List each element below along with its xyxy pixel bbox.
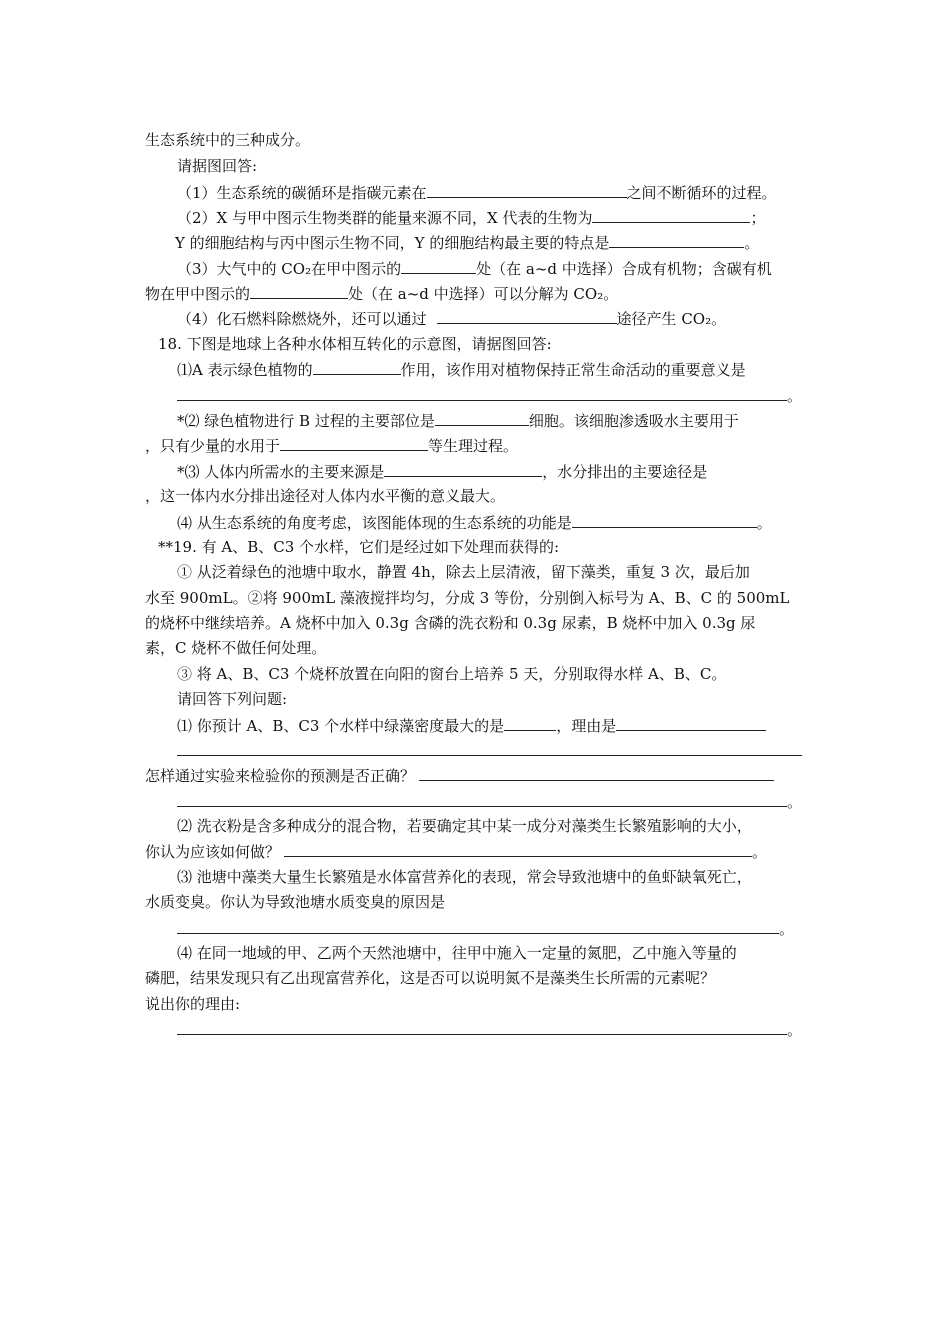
answer-blank[interactable] [313,357,401,375]
question-18-3: *⑶ 人体内所需水的主要来源是 ，水分排出的主要途径是 [177,459,707,485]
answer-blank[interactable] [177,383,787,401]
question-17-3b: 物在甲中图示的 处（在 a~d 中选择）可以分解为 CO₂。 [145,281,618,307]
text-line: 请回答下列问题: [177,690,288,708]
question-18-4: ⑷ 从生态系统的角度考虑，该图能体现的生态系统的功能是 。 [177,510,772,536]
question-17-2b: Y 的细胞结构与丙中图示生物不同，Y 的细胞结构最主要的特点是 。 [175,230,759,256]
answer-blank[interactable] [177,789,787,807]
text-line: 水至 900mL。②将 900mL 藻液搅拌均匀，分成 3 等份，分别倒入标号为 A、B、C 的 500mL [145,589,790,607]
question-19-4c: 说出你的理由: [145,995,241,1013]
question-19-1d: 。 [177,789,802,815]
question-19-4b: 磷肥，结果发现只有乙出现富营养化，这是否可以说明氮不是藻类生长所需的元素呢？ [145,969,716,987]
question-18-2b: ，只有少量的水用于 等生理过程。 [145,433,518,459]
question-18-3b: ，这一体内水分排出途径对人体内水平衡的意义最大。 [145,487,506,505]
answer-blank[interactable] [177,1017,787,1035]
question-18-1b: 。 [177,383,802,409]
question-18-title: 18. 下图是地球上各种水体相互转化的示意图，请据图回答: [158,335,552,353]
question-17-1: （1）生态系统的碳循环是指碳元素在 之间不断循环的过程。 [177,180,777,206]
text-line: ③ 将 A、B、C3 个烧杯放置在向阳的窗台上培养 5 天，分别取得水样 A、B、C。 [177,665,727,683]
answer-blank[interactable] [419,763,774,781]
answer-blank[interactable] [177,916,779,934]
answer-blank[interactable] [284,839,752,857]
answer-blank[interactable] [177,738,802,756]
text-line: 请据图回答: [177,157,258,175]
answer-blank[interactable] [435,408,529,426]
question-17-2: （2）X 与甲中图示生物类群的能量来源不同，X 代表的生物为 ； [177,205,765,231]
answer-blank[interactable] [437,306,617,324]
question-19-2: ⑵ 洗衣粉是含多种成分的混合物，若要确定其中某一成分对藻类生长繁殖影响的大小， [177,817,752,835]
answer-blank[interactable] [592,205,750,223]
answer-blank[interactable] [401,256,476,274]
question-19-1c: 怎样通过实验来检验你的预测是否正确？ [145,763,774,789]
question-19-1b [177,738,802,764]
answer-blank[interactable] [609,230,744,248]
answer-blank[interactable] [384,459,542,477]
question-17-4: （4）化石燃料除燃烧外，还可以通过 途径产生 CO₂。 [177,306,726,332]
text-line: ① 从泛着绿色的池塘中取水，静置 4h，除去上层清液，留下藻类，重复 3 次，最后加 [177,563,750,581]
text-line: 生态系统中的三种成分。 [145,131,311,149]
question-18-1: ⑴A 表示绿色植物的 作用，该作用对植物保持正常生命活动的重要意义是 [177,357,746,383]
question-19-1: ⑴ 你预计 A、B、C3 个水样中绿藻密度最大的是 ，理由是 [177,713,766,739]
answer-blank[interactable] [616,713,766,731]
answer-blank[interactable] [504,713,556,731]
answer-blank[interactable] [572,510,757,528]
question-19-4d: 。 [177,1017,802,1043]
answer-blank[interactable] [250,281,348,299]
text-line: 素，C 烧杯不做任何处理。 [145,639,327,657]
answer-blank[interactable] [280,433,428,451]
question-19-4: ⑷ 在同一地域的甲、乙两个天然池塘中，往甲中施入一定量的氮肥，乙中施入等量的 [177,944,737,962]
question-17-3: （3）大气中的 CO₂在甲中图示的 处（在 a~d 中选择）合成有机物；含碳有机 [177,256,772,282]
question-19-3b: 水质变臭。你认为导致池塘水质变臭的原因是 [145,893,446,911]
question-19-3c: 。 [177,916,794,942]
text-line: 的烧杯中继续培养。A 烧杯中加入 0.3g 含磷的洗衣粉和 0.3g 尿素，B 烧杯中加入 0.3g 尿 [145,614,756,632]
answer-blank[interactable] [427,180,627,198]
question-19-title: **19. 有 A、B、C3 个水样，它们是经过如下处理而获得的: [158,538,560,556]
question-19-3: ⑶ 池塘中藻类大量生长繁殖是水体富营养化的表现，常会导致池塘中的鱼虾缺氧死亡， [177,868,752,886]
question-18-2: *⑵ 绿色植物进行 B 过程的主要部位是 细胞。该细胞渗透吸水主要用于 [177,408,739,434]
question-19-2b: 你认为应该如何做？ 。 [145,839,767,865]
